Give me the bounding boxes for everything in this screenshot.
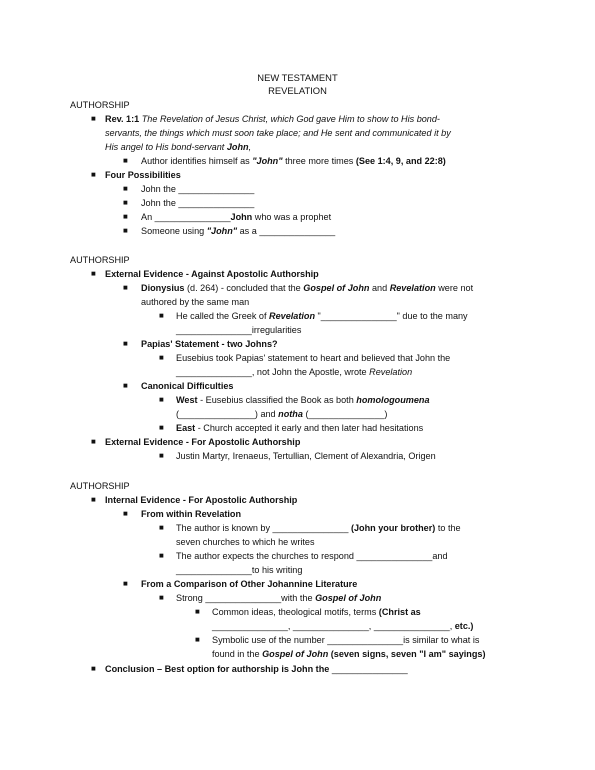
bullet-icon: ■ — [123, 212, 128, 221]
bullet-icon: ■ — [91, 269, 96, 278]
line: External Evidence - For Apostolic Authorship — [105, 437, 301, 447]
bullet-icon: ■ — [91, 664, 96, 673]
line: _______________irregularities — [176, 325, 302, 335]
line: _______________, not John the Apostle, wrote Revelation — [176, 367, 413, 377]
line: Internal Evidence - For Apostolic Authorship — [105, 495, 298, 505]
line: From a Comparison of Other Johannine Literature — [141, 579, 358, 589]
line: John the _______________ — [141, 184, 255, 194]
line: West - Eusebius classified the Book as both homologoumena — [176, 395, 430, 405]
bullet-icon: ■ — [159, 353, 164, 362]
bullet-icon: ■ — [159, 593, 164, 602]
bullet-icon: ■ — [195, 635, 200, 644]
line: East - Church accepted it early and then later had hesitations — [176, 423, 424, 433]
line: Dionysius (d. 264) - concluded that the Gospel of John and Revelation were not — [141, 283, 474, 293]
line: Justin Martyr, Irenaeus, Tertullian, Clement of Alexandria, Origen — [176, 451, 436, 461]
line: Strong _______________with the Gospel of John — [176, 593, 382, 603]
line: The author is known by _______________ (John your brother) to the — [176, 523, 461, 533]
bullet-icon: ■ — [159, 311, 164, 320]
bullet-icon: ■ — [123, 198, 128, 207]
line: Conclusion – Best option for authorship is John the _______________ — [105, 664, 408, 674]
line: seven churches to which he writes — [176, 537, 315, 547]
document-title: NEW TESTAMENT — [257, 72, 338, 83]
bullet-icon: ■ — [195, 607, 200, 616]
bullet-icon: ■ — [123, 579, 128, 588]
bullet-icon: ■ — [159, 395, 164, 404]
line: Rev. 1:1 The Revelation of Jesus Christ, which God gave Him to show to His bond- — [105, 114, 440, 124]
line: He called the Greek of Revelation "_______________" due to the many — [176, 311, 468, 321]
section-heading: AUTHORSHIP — [70, 100, 130, 110]
bullet-icon: ■ — [123, 509, 128, 518]
line: Symbolic use of the number _______________is similar to what is — [212, 635, 480, 645]
bullet-icon: ■ — [91, 114, 96, 123]
line: servants, the things which must soon take place; and He sent and communicated it by — [105, 128, 451, 138]
bullet-icon: ■ — [123, 381, 128, 390]
line: authored by the same man — [141, 297, 250, 307]
line: found in the Gospel of John (seven signs, seven "I am" sayings) — [212, 649, 486, 659]
line: _______________to his writing — [176, 565, 303, 575]
bullet-icon: ■ — [123, 156, 128, 165]
line: Common ideas, theological motifs, terms (Christ as — [212, 607, 421, 617]
bullet-icon: ■ — [159, 551, 164, 560]
section-heading: AUTHORSHIP — [70, 481, 130, 491]
bullet-icon: ■ — [91, 437, 96, 446]
line: External Evidence - Against Apostolic Authorship — [105, 269, 319, 279]
bullet-icon: ■ — [123, 184, 128, 193]
line: Canonical Difficulties — [141, 381, 234, 391]
bullet-icon: ■ — [123, 283, 128, 292]
line: The author expects the churches to respond _______________and — [176, 551, 448, 561]
line: His angel to His bond-servant John, — [105, 142, 252, 152]
bullet-icon: ■ — [159, 423, 164, 432]
bullet-icon: ■ — [91, 170, 96, 179]
line: John the _______________ — [141, 198, 255, 208]
line: An _______________John who was a prophet — [141, 212, 332, 222]
bullet-icon: ■ — [159, 523, 164, 532]
line: Author identifies himself as "John" three more times (See 1:4, 9, and 22:8) — [141, 156, 446, 166]
line: _______________, _______________, _______________, etc.) — [212, 621, 474, 631]
line: Eusebius took Papias' statement to heart and believed that John the — [176, 353, 451, 363]
bullet-icon: ■ — [159, 451, 164, 460]
line: From within Revelation — [141, 509, 242, 519]
line: Papias' Statement - two Johns? — [141, 339, 278, 349]
bullet-icon: ■ — [123, 339, 128, 348]
document-subtitle: REVELATION — [268, 85, 327, 96]
line: Someone using "John" as a _______________ — [141, 226, 336, 236]
section-heading: AUTHORSHIP — [70, 255, 130, 265]
line: (_______________) and notha (_______________) — [176, 409, 388, 419]
line: Four Possibilities — [105, 170, 181, 180]
bullet-icon: ■ — [123, 226, 128, 235]
bullet-icon: ■ — [91, 495, 96, 504]
